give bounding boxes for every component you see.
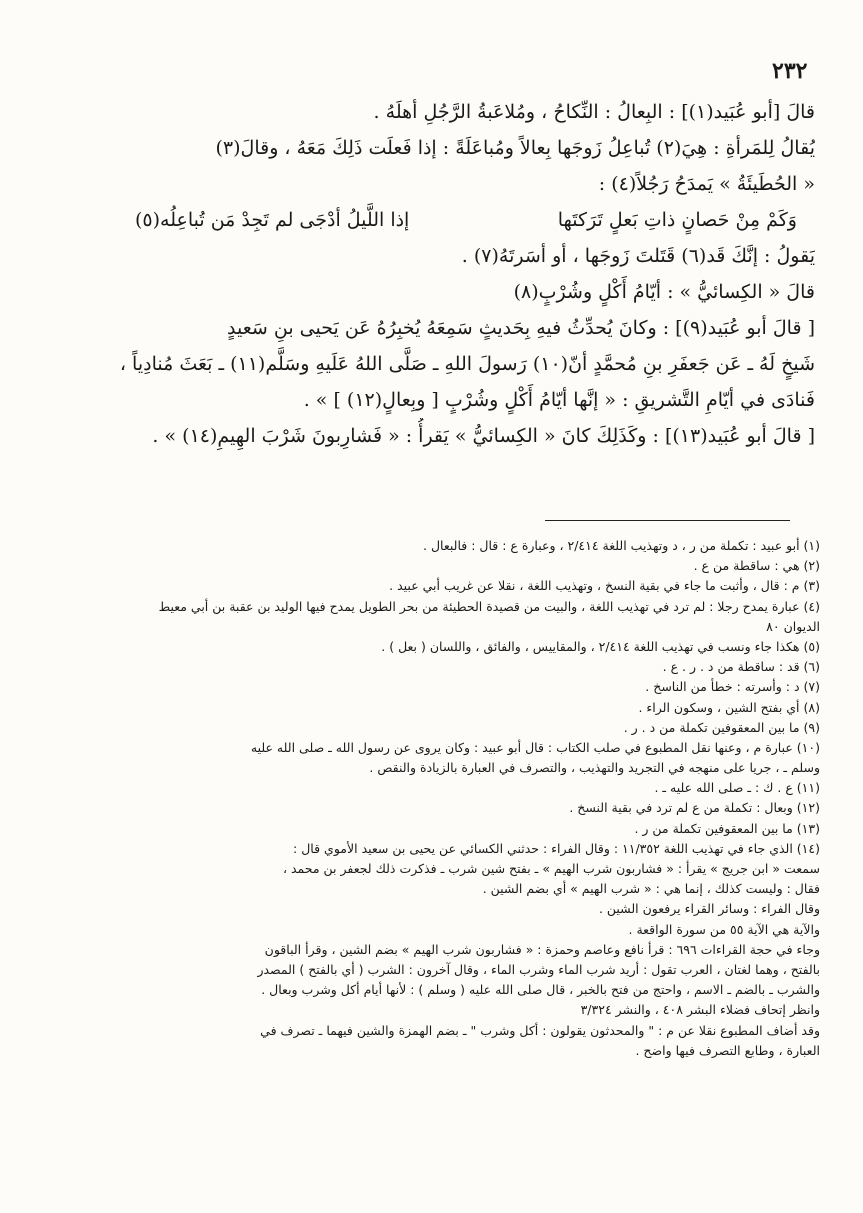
footnote-line: (١٣) ما بين المعقوفين تكملة من ر . [634,820,820,836]
poetry-verse [95,202,815,238]
footnote-line: (١٠) عبارة م ، وعنها نقل المطبوع في صلب الكتاب : قال أبو عبيد : وكان يروى عن رسول الله ـ صلى الله عليه [250,739,820,755]
footnote-line: (٣) م : قال ، وأثبت ما جاء في بقية النسخ ، وتهذيب اللغة ، نقلا عن غريب أبي عبيد . [389,578,820,594]
footnotes [60,536,820,1061]
verse-first-hemistich: وَكَمْ مِنْ حَصانٍ ذاتِ بَعلٍ تَرَكتَها [557,209,797,231]
main-line-10: [ قالَ أبو عُبَيد(١٣)] : وكَذَلِكَ كانَ « الكِسائيُّ » يَقرأُ : « فَشارِبونَ شَرْبَ الهِيمِ(١٤) » . [152,425,815,447]
page-number: ٢٣٢ [772,58,808,84]
main-text [95,94,815,454]
footnote-line: فقال : وليست كذلك ، إنما هي : « شرب الهيم » أي بضم الشين . [482,881,820,897]
footnote-line: (١٤) الذي جاء في تهذيب اللغة ١١/٣٥٢ : وقال الفراء : حدثني الكسائي عن يحيى بن سعيد الأموي قال : [293,840,820,856]
footnote-line: (٩) ما بين المعقوفين تكملة من د . ر . [623,719,820,735]
footnote-line: (١) أبو عبيد : تكملة من ر ، د وتهذيب اللغة ٢/٤١٤ ، وعبارة ع : قال : فالبعال . [423,538,820,553]
footnote-line: بالفتح ، وهما لغتان ، العرب تقول : أريد شرب الماء وشرب الماء ، وقال آخرون : الشرب ( أي بالفتح ) المصدر [257,961,820,977]
main-line-5: يَقولُ : إنَّكَ قَد(٦) قَتَلتَ زَوجَها ، أو أسَرتَهُ(٧) . [461,245,815,267]
verse-second-hemistich: إذا اللَّيلُ أدْجَى لم تَجِدْ مَن تُباعِلُه(٥) [135,209,410,231]
main-line-8: شَيخٍ لَهُ ـ عَن جَعفَرِ بنِ مُحمَّدٍ أنّ(١٠) رَسولَ اللهِ ـ صَلَّى اللهُ عَلَيهِ وسَلَّم(١١) ـ بَعَثَ مُنادِياً ، [119,353,815,375]
main-line-9: فَنادَى في أيّامِ التَّشريقِ : « إنَّها أيّامُ أَكْلٍ وشُرْبٍ [ وبِعالٍ(١٢) ] » . [303,389,815,411]
footnote-line: وانظر إتحاف فضلاء البشر ٤٠٨ ، والنشر ٣/٣٢٤ [580,1002,820,1018]
main-line-7: [ قالَ أبو عُبَيد(٩)] : وكانَ يُحدِّثُ فيهِ بِحَديثٍ سَمِعَهُ يُخبِرُهُ عَن يَحيى بنِ سَعيدٍ [227,317,815,339]
footnote-line: (٧) د : وأسرته : خطأ من الناسخ . [645,679,820,695]
footnote-line: (٦) قد : ساقطة من د . ر . ع . [662,659,820,675]
footnote-line: العبارة ، وطابع التصرف فيها واضح . [635,1042,820,1058]
footnote-line: وسلم ـ ، جريا على منهجه في التجريد والتهذيب ، والتصرف في العبارة بالزيادة والنقص . [369,760,820,776]
footnote-line: (٢) هي : ساقطة من ع . [693,558,820,574]
footnote-line: وقال الفراء : وسائر القراء يرفعون الشين . [598,901,820,917]
footnote-line: وجاء في حجة القراءات ٦٩٦ : قرأ نافع وعاصم وحمزة : « فشاربون شرب الهيم » بضم الشين ، وقرأ الباقون [264,941,820,957]
main-line-2: يُقالُ لِلمَرأةِ : هِيَ(٢) تُباعِلُ زَوجَها بِعالاً ومُباعَلَةً : إذا فَعلَت ذَلِكَ مَعَهُ ، وقالَ(٣) [215,137,815,159]
main-line-6: قالَ « الكِسائيُّ » : أيّامُ أَكْلٍ وشُرْبٍ(٨) [513,281,815,303]
footnote-line: سمعت « ابن جريج » يقرأ : « فشاربون شرب الهيم » ـ بفتح شين شرب ـ فذكرت ذلك لجعفر بن محمد ، [282,861,820,876]
footnote-line: (١٢) وبعال : تكملة من ع لم ترد في بقية النسخ . [569,800,820,816]
footnote-line: (٥) هكذا جاء ونسب في تهذيب اللغة ٢/٤١٤ ، والمقاييس ، والفائق ، واللسان ( بعل ) . [381,638,820,654]
footnote-separator [545,520,790,521]
main-line-3: « الحُطَيئَةُ » يَمدَحُ رَجُلاً(٤) : [598,173,815,195]
footnote-line: (١١) ع . ك : ـ صلى الله عليه ـ . [654,780,820,796]
footnote-line: والآية هي الآية ٥٥ من سورة الواقعة . [628,921,820,937]
footnote-line: (٨) أي بفتح الشين ، وسكون الراء . [638,699,820,715]
footnote-line: الديوان ٨٠ [766,618,820,634]
main-line-1: قالَ [أبو عُبَيد(١)] : البِعالُ : النِّكاحُ ، ومُلاعَبةُ الرَّجُلِ أهلَهُ . [373,101,815,123]
footnote-line: وقد أضاف المطبوع نقلا عن م : " والمحدثون يقولون : أكل وشرب " ـ بضم الهمزة والشين فيهما ـ تصرف في [260,1022,820,1038]
footnote-line: (٤) عبارة يمدح رجلا : لم ترد في تهذيب اللغة ، والبيت من قصيدة الحطيئة من بحر الطويل يمدح فيها الوليد بن عقبة بن أبي معيط [158,598,820,614]
footnote-line: والشرب ـ بالضم ـ الاسم ، واحتج من فتح بالخبر ، قال صلى الله عليه ( وسلم ) : لأنها أيام أكل وشرب وبعال . [261,982,820,998]
